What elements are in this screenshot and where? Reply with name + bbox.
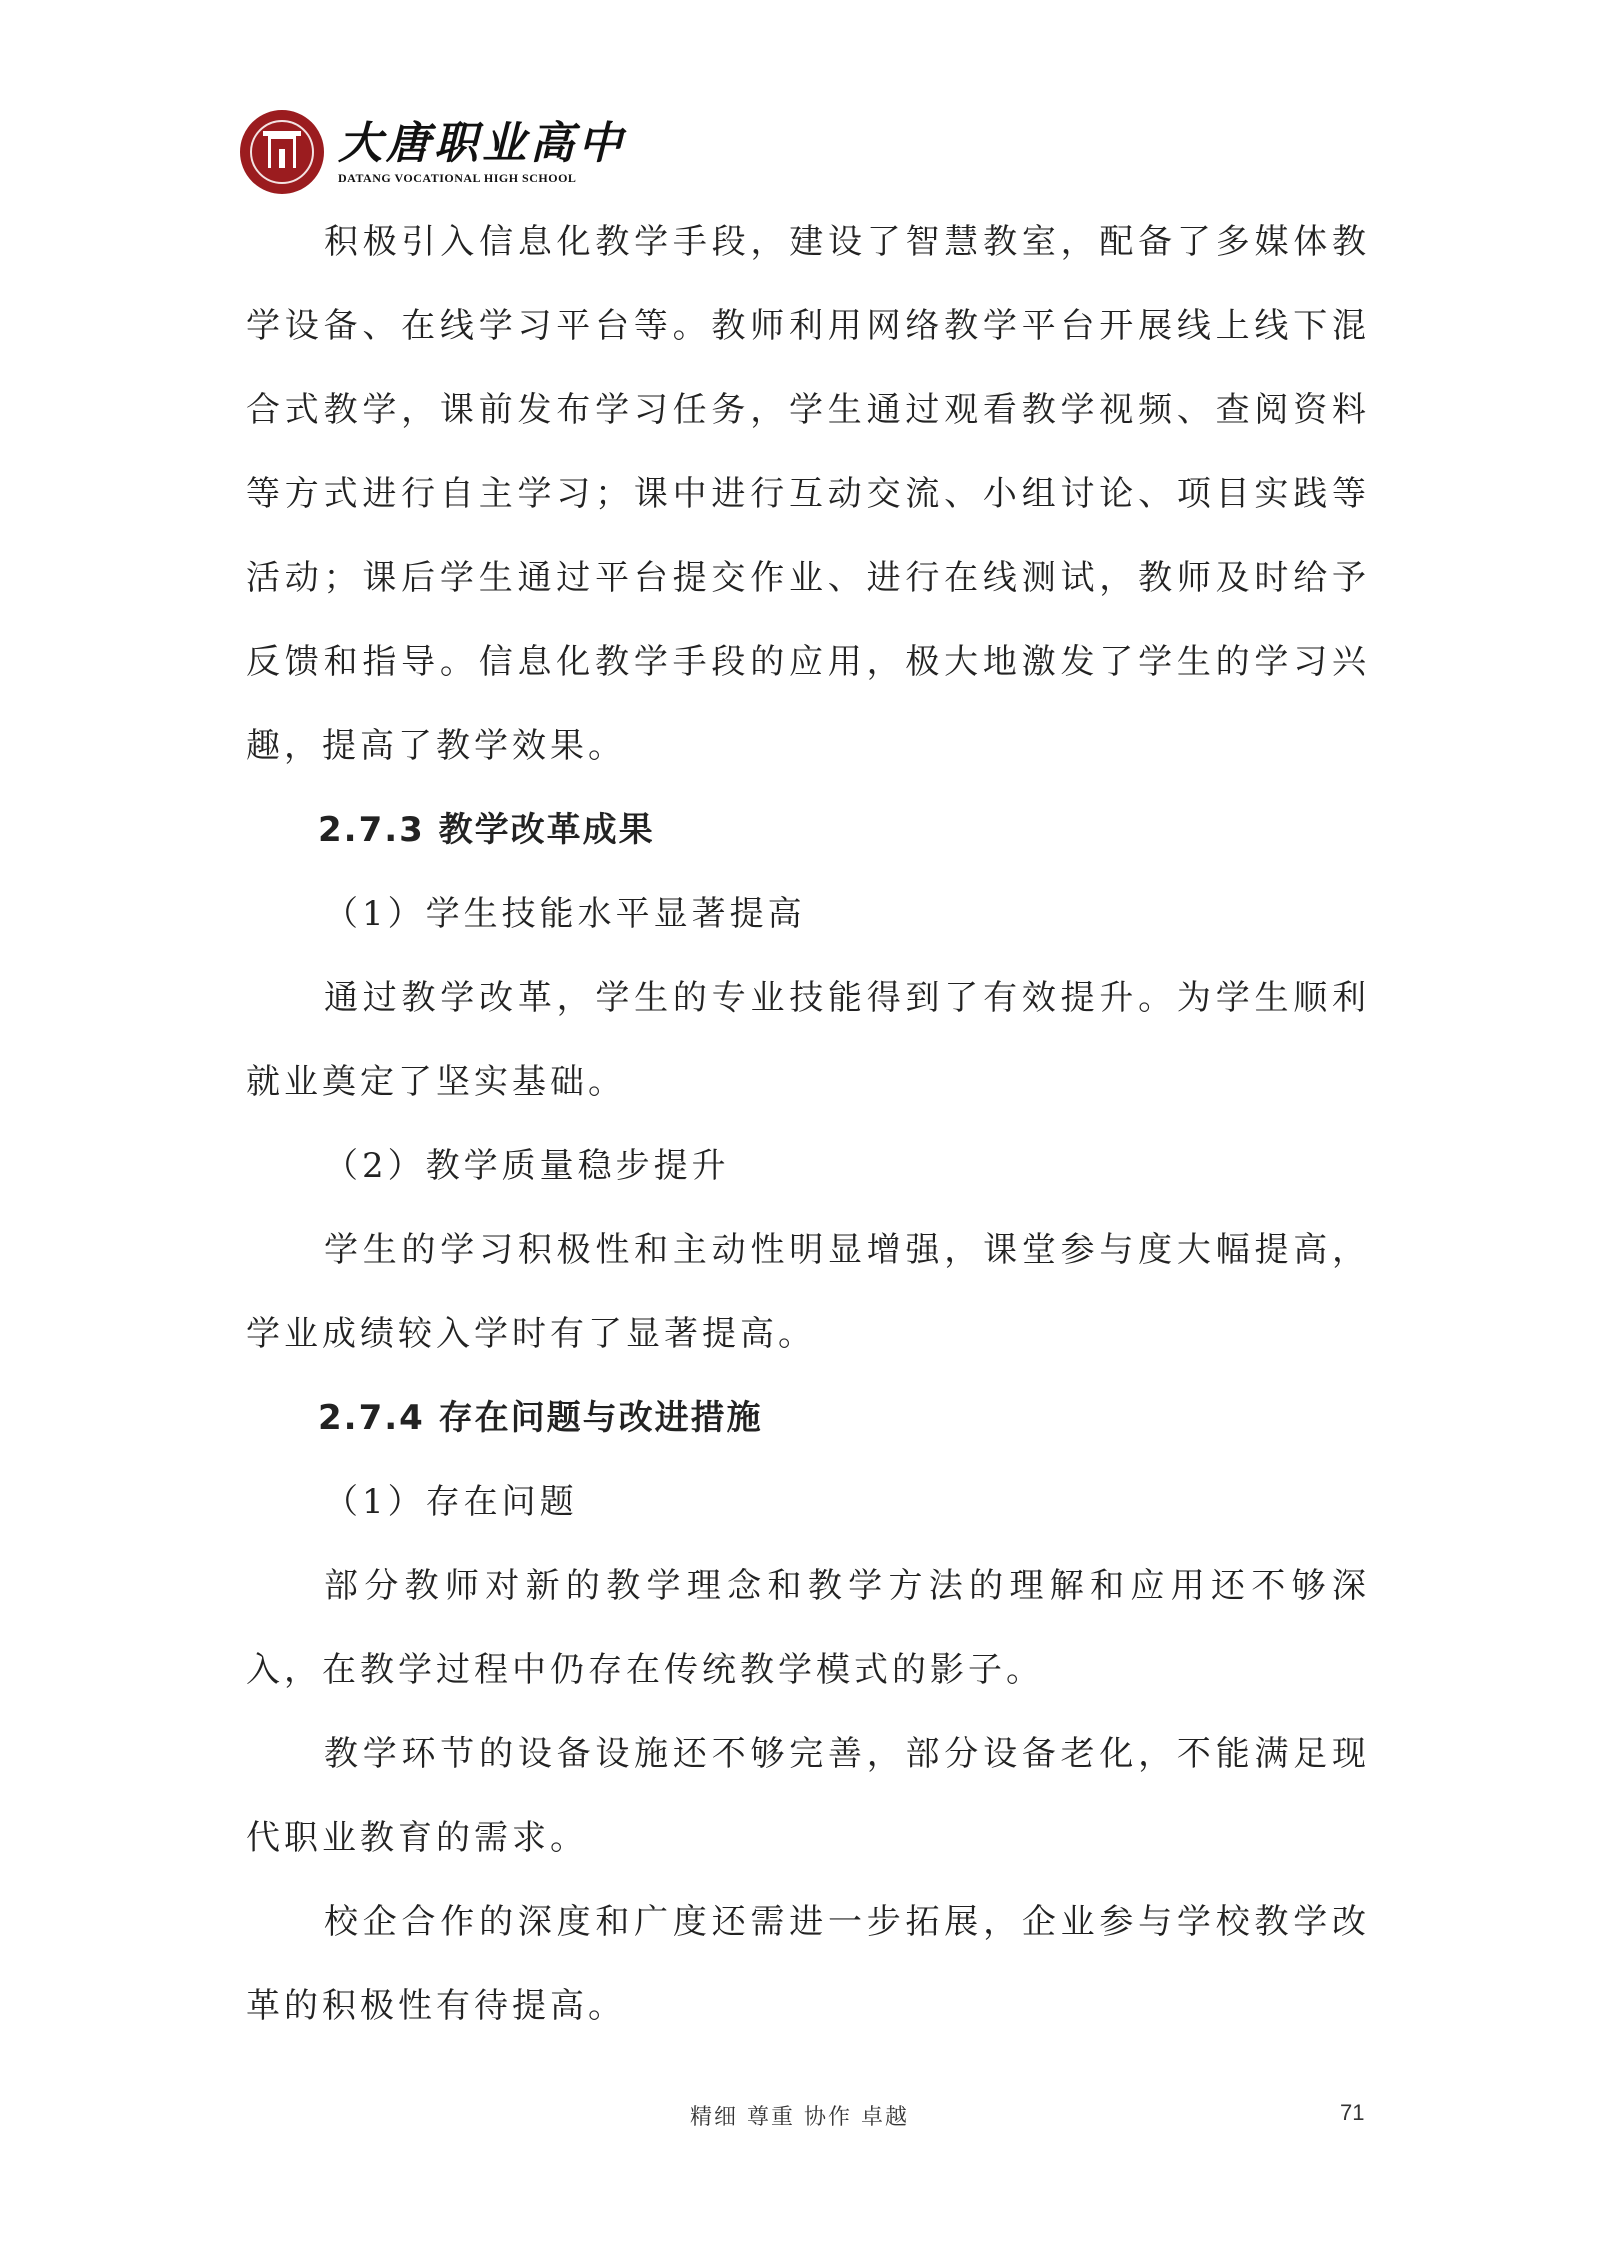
school-logo-icon — [240, 110, 324, 194]
document-body — [246, 200, 1370, 2048]
paragraph-problem-equipment: 教学环节的设备设施还不够完善，部分设备老化，不能满足现代职业教育的需求。 — [246, 1734, 1370, 1858]
school-name-en: DATANG VOCATIONAL HIGH SCHOOL — [338, 171, 577, 185]
subheading-quality: （2）教学质量稳步提升 — [324, 1146, 730, 1186]
paragraph-problem-cooperation: 校企合作的深度和广度还需进一步拓展，企业参与学校教学改革的积极性有待提高。 — [246, 1902, 1370, 2026]
school-wordmark — [338, 118, 626, 186]
paragraph-informatization: 积极引入信息化教学手段，建设了智慧教室，配备了多媒体教学设备、在线学习平台等。教师利用网络教学平台开展线上线下混合式教学，课前发布学习任务，学生通过观看教学视频、查阅资料等方式进行自主学习；课中进行互动交流、小组讨论、项目实践等活动；课后学生通过平台提交作业、进行在线测试，教师及时给予反馈和指导。信息化教学手段的应用，极大地激发了学生的学习兴趣，提高了教学效果。 — [246, 222, 1370, 766]
paragraph-quality: 学生的学习积极性和主动性明显增强，课堂参与度大幅提高，学业成绩较入学时有了显著提高。 — [246, 1230, 1370, 1354]
paragraph-problem-teachers: 部分教师对新的教学理念和教学方法的理解和应用还不够深入，在教学过程中仍存在传统教学模式的影子。 — [246, 1566, 1370, 1690]
school-name-cn: 大唐职业高中 — [338, 118, 626, 169]
page-header — [240, 108, 626, 196]
footer-motto: 精细 尊重 协作 卓越 — [690, 2105, 909, 2130]
paragraph-skills: 通过教学改革，学生的专业技能得到了有效提升。为学生顺利就业奠定了坚实基础。 — [246, 978, 1370, 1102]
subheading-problems: （1）存在问题 — [324, 1482, 578, 1522]
page-number: 71 — [1340, 2100, 1365, 2125]
heading-2-7-3: 2.7.3 教学改革成果 — [318, 810, 655, 850]
heading-2-7-4: 2.7.4 存在问题与改进措施 — [318, 1398, 763, 1438]
subheading-skills: （1）学生技能水平显著提高 — [324, 894, 806, 934]
